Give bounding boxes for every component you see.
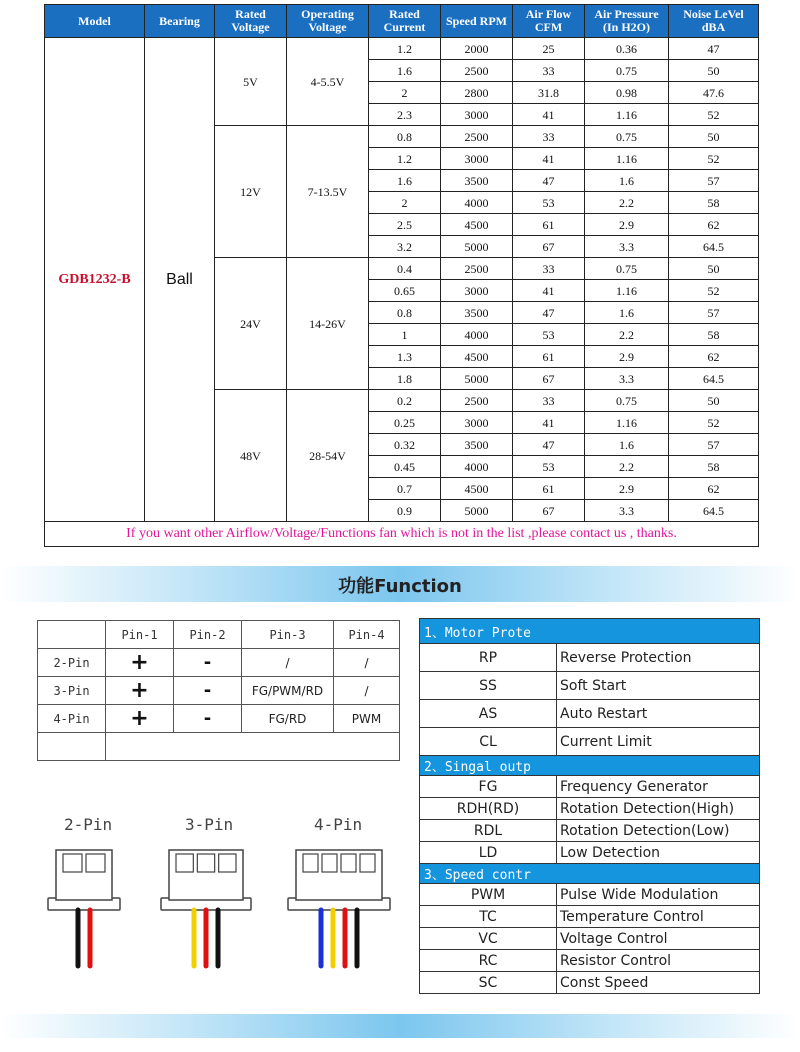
connector-2pin-label: 2-Pin: [64, 815, 113, 834]
spec-value-cell: 41: [513, 148, 585, 170]
feature-desc: Rotation Detection(High): [557, 798, 760, 820]
spec-value-cell: 67: [513, 500, 585, 522]
spec-value-cell: 41: [513, 280, 585, 302]
pin-row: [38, 677, 400, 705]
feature-row: [420, 842, 760, 864]
feature-desc: Low Detection: [557, 842, 760, 864]
feature-code: VC: [420, 928, 557, 950]
spec-header-cell: Noise LeVel dBA: [669, 5, 759, 38]
pin-cell: -: [174, 677, 242, 705]
feature-code: SC: [420, 972, 557, 994]
pin-cell: FG/PWM/RD: [242, 677, 334, 705]
spec-value-cell: 33: [513, 390, 585, 412]
feature-code: RDL: [420, 820, 557, 842]
spec-value-cell: 3500: [441, 170, 513, 192]
feature-code: FG: [420, 776, 557, 798]
rated-voltage-cell: 24V: [215, 258, 287, 390]
spec-value-cell: 61: [513, 214, 585, 236]
feature-row: [420, 906, 760, 928]
feature-desc: Auto Restart: [557, 700, 760, 728]
spec-value-cell: 47: [513, 170, 585, 192]
feature-code: RC: [420, 950, 557, 972]
spec-value-cell: 58: [669, 456, 759, 478]
feature-row: [420, 928, 760, 950]
feature-desc: Reverse Protection: [557, 644, 760, 672]
spec-value-cell: 0.98: [585, 82, 669, 104]
spec-value-cell: 50: [669, 258, 759, 280]
spec-value-cell: 1.2: [369, 38, 441, 60]
spec-value-cell: 0.75: [585, 390, 669, 412]
pin-cell: FG/RD: [242, 705, 334, 733]
spec-value-cell: 62: [669, 478, 759, 500]
spec-value-cell: 52: [669, 148, 759, 170]
spec-value-cell: 1.6: [585, 170, 669, 192]
pin-cell: 2-Pin: [38, 649, 106, 677]
note-row: [45, 522, 759, 547]
pin-cell: +: [106, 677, 174, 705]
connectors-illustration: [0, 838, 400, 978]
spec-value-cell: 0.75: [585, 126, 669, 148]
spec-value-cell: 4000: [441, 192, 513, 214]
feature-code: SS: [420, 672, 557, 700]
spec-value-cell: 57: [669, 302, 759, 324]
feature-row: [420, 700, 760, 728]
spec-value-cell: 0.8: [369, 126, 441, 148]
spec-value-cell: 50: [669, 126, 759, 148]
spec-value-cell: 2500: [441, 60, 513, 82]
pin-cell: +: [106, 705, 174, 733]
connector-slot: [63, 854, 82, 872]
spec-value-cell: 57: [669, 170, 759, 192]
spec-value-cell: 0.45: [369, 456, 441, 478]
spec-value-cell: 3.3: [585, 500, 669, 522]
spec-value-cell: 2.9: [585, 478, 669, 500]
feature-code: RDH(RD): [420, 798, 557, 820]
spec-value-cell: 3000: [441, 148, 513, 170]
feature-desc: Resistor Control: [557, 950, 760, 972]
feature-code: PWM: [420, 884, 557, 906]
spec-header-row: [45, 5, 759, 38]
spec-value-cell: 33: [513, 126, 585, 148]
feature-row: [420, 884, 760, 906]
feature-desc: Voltage Control: [557, 928, 760, 950]
operating-voltage-cell: 14-26V: [287, 258, 369, 390]
feature-desc: Soft Start: [557, 672, 760, 700]
spec-value-cell: 0.32: [369, 434, 441, 456]
spec-value-cell: 1.16: [585, 412, 669, 434]
spec-value-cell: 3000: [441, 280, 513, 302]
pin-cell: /: [334, 677, 400, 705]
operating-voltage-cell: 28-54V: [287, 390, 369, 522]
spec-value-cell: 0.9: [369, 500, 441, 522]
spec-value-cell: 47: [513, 302, 585, 324]
spec-value-cell: 2500: [441, 390, 513, 412]
connector-slot: [322, 854, 337, 872]
model-cell: GDB1232-B: [45, 38, 145, 522]
spec-value-cell: 41: [513, 412, 585, 434]
spec-value-cell: 0.65: [369, 280, 441, 302]
spec-value-cell: 2: [369, 192, 441, 214]
spec-header-cell: Rated Current: [369, 5, 441, 38]
feature-section-title: 2、Singal outp: [420, 756, 760, 776]
feature-row: [420, 776, 760, 798]
feature-desc: Pulse Wide Modulation: [557, 884, 760, 906]
spec-value-cell: 1.16: [585, 148, 669, 170]
spec-value-cell: 53: [513, 456, 585, 478]
connector-3pin-label: 3-Pin: [185, 815, 234, 834]
spec-value-cell: 41: [513, 104, 585, 126]
spec-value-cell: 2.9: [585, 214, 669, 236]
spec-value-cell: 1.6: [369, 60, 441, 82]
spec-value-cell: 3000: [441, 104, 513, 126]
feature-code: TC: [420, 906, 557, 928]
spec-value-cell: 64.5: [669, 368, 759, 390]
spec-value-cell: 4000: [441, 324, 513, 346]
spec-value-cell: 2800: [441, 82, 513, 104]
spec-value-cell: 50: [669, 390, 759, 412]
pin-cell: -: [174, 649, 242, 677]
spec-value-cell: 47: [669, 38, 759, 60]
spec-value-cell: 3500: [441, 434, 513, 456]
spec-value-cell: 1.6: [585, 302, 669, 324]
pin-header-row: [38, 621, 400, 649]
spec-value-cell: 0.75: [585, 258, 669, 280]
spec-value-cell: 4000: [441, 456, 513, 478]
spec-value-cell: 1.6: [585, 434, 669, 456]
pin-header-cell: Pin-3: [242, 621, 334, 649]
feature-section-title: 3、Speed contr: [420, 864, 760, 884]
spec-value-cell: 1.2: [369, 148, 441, 170]
spec-value-cell: 2.9: [585, 346, 669, 368]
spec-value-cell: 47.6: [669, 82, 759, 104]
spec-value-cell: 33: [513, 60, 585, 82]
spec-value-cell: 53: [513, 324, 585, 346]
spec-value-cell: 0.36: [585, 38, 669, 60]
spec-header-cell: Speed RPM: [441, 5, 513, 38]
spec-value-cell: 57: [669, 434, 759, 456]
spec-value-cell: 2.5: [369, 214, 441, 236]
spec-value-cell: 47: [513, 434, 585, 456]
feature-section-row: [420, 756, 760, 776]
spec-header-cell: Rated Voltage: [215, 5, 287, 38]
spec-value-cell: 64.5: [669, 236, 759, 258]
spec-row: [45, 38, 759, 60]
spec-value-cell: 0.8: [369, 302, 441, 324]
spec-value-cell: 2500: [441, 126, 513, 148]
pin-empty-cell: [38, 733, 106, 761]
spec-value-cell: 5000: [441, 236, 513, 258]
spec-value-cell: 3.3: [585, 368, 669, 390]
feature-desc: Current Limit: [557, 728, 760, 756]
pin-empty-cell: [106, 733, 400, 761]
spec-value-cell: 3000: [441, 412, 513, 434]
feature-row: [420, 644, 760, 672]
operating-voltage-cell: 7-13.5V: [287, 126, 369, 258]
spec-value-cell: 67: [513, 236, 585, 258]
spec-value-cell: 4500: [441, 346, 513, 368]
spec-value-cell: 61: [513, 346, 585, 368]
pin-cell: +: [106, 649, 174, 677]
feature-desc: Rotation Detection(Low): [557, 820, 760, 842]
spec-value-cell: 3.2: [369, 236, 441, 258]
connector-4pin-label: 4-Pin: [314, 815, 363, 834]
function-title: 功能Function: [338, 576, 462, 597]
spec-value-cell: 50: [669, 60, 759, 82]
connector-slot: [86, 854, 105, 872]
spec-value-cell: 2: [369, 82, 441, 104]
bottom-band: [0, 1014, 800, 1038]
pin-row: [38, 649, 400, 677]
rated-voltage-cell: 12V: [215, 126, 287, 258]
pin-table: [37, 620, 400, 761]
operating-voltage-cell: 4-5.5V: [287, 38, 369, 126]
rated-voltage-cell: 5V: [215, 38, 287, 126]
spec-value-cell: 0.7: [369, 478, 441, 500]
bearing-cell: Ball: [145, 38, 215, 522]
spec-value-cell: 25: [513, 38, 585, 60]
spec-value-cell: 0.4: [369, 258, 441, 280]
feature-section-title: 1、Motor Prote: [420, 619, 760, 644]
spec-value-cell: 2.2: [585, 324, 669, 346]
pin-empty-row: [38, 733, 400, 761]
feature-row: [420, 798, 760, 820]
spec-value-cell: 0.25: [369, 412, 441, 434]
feature-row: [420, 972, 760, 994]
feature-code: CL: [420, 728, 557, 756]
pin-cell: -: [174, 705, 242, 733]
rated-voltage-cell: 48V: [215, 390, 287, 522]
spec-value-cell: 5000: [441, 500, 513, 522]
feature-table: [419, 618, 760, 994]
spec-value-cell: 31.8: [513, 82, 585, 104]
pin-cell: 4-Pin: [38, 705, 106, 733]
connector-slot: [176, 854, 193, 872]
spec-header-cell: Model: [45, 5, 145, 38]
spec-value-cell: 62: [669, 214, 759, 236]
pin-cell: PWM: [334, 705, 400, 733]
connector-slot: [303, 854, 318, 872]
spec-value-cell: 52: [669, 412, 759, 434]
feature-code: LD: [420, 842, 557, 864]
spec-value-cell: 2.2: [585, 192, 669, 214]
spec-value-cell: 64.5: [669, 500, 759, 522]
note-text: If you want other Airflow/Voltage/Functions fan which is not in the list ,please contact us , thanks.: [45, 522, 759, 547]
spec-header-cell: Operating Voltage: [287, 5, 369, 38]
feature-row: [420, 728, 760, 756]
spec-value-cell: 2.3: [369, 104, 441, 126]
connector-slot: [341, 854, 356, 872]
pin-header-cell: Pin-4: [334, 621, 400, 649]
feature-row: [420, 950, 760, 972]
feature-desc: Const Speed: [557, 972, 760, 994]
pin-row: [38, 705, 400, 733]
spec-header-cell: Air Pressure (In H2O): [585, 5, 669, 38]
feature-desc: Frequency Generator: [557, 776, 760, 798]
spec-value-cell: 1.16: [585, 104, 669, 126]
spec-value-cell: 52: [669, 280, 759, 302]
spec-value-cell: 1.16: [585, 280, 669, 302]
connector-slot: [360, 854, 375, 872]
spec-value-cell: 1.3: [369, 346, 441, 368]
spec-value-cell: 5000: [441, 368, 513, 390]
spec-header-cell: Bearing: [145, 5, 215, 38]
feature-row: [420, 820, 760, 842]
spec-value-cell: 0.2: [369, 390, 441, 412]
feature-section-row: [420, 864, 760, 884]
connector-slot: [197, 854, 214, 872]
pin-header-cell: Pin-2: [174, 621, 242, 649]
spec-value-cell: 1.6: [369, 170, 441, 192]
pin-header-cell: Pin-1: [106, 621, 174, 649]
spec-value-cell: 53: [513, 192, 585, 214]
spec-value-cell: 3.3: [585, 236, 669, 258]
connector-slot: [219, 854, 236, 872]
spec-value-cell: 4500: [441, 214, 513, 236]
spec-value-cell: 1.8: [369, 368, 441, 390]
pin-header-cell: [38, 621, 106, 649]
spec-value-cell: 62: [669, 346, 759, 368]
spec-value-cell: 58: [669, 192, 759, 214]
feature-row: [420, 672, 760, 700]
spec-value-cell: 0.75: [585, 60, 669, 82]
feature-code: RP: [420, 644, 557, 672]
spec-value-cell: 2.2: [585, 456, 669, 478]
feature-code: AS: [420, 700, 557, 728]
spec-value-cell: 2500: [441, 258, 513, 280]
feature-desc: Temperature Control: [557, 906, 760, 928]
pin-cell: /: [334, 649, 400, 677]
pin-cell: /: [242, 649, 334, 677]
spec-value-cell: 4500: [441, 478, 513, 500]
spec-header-cell: Air Flow CFM: [513, 5, 585, 38]
spec-value-cell: 61: [513, 478, 585, 500]
spec-value-cell: 52: [669, 104, 759, 126]
spec-value-cell: 67: [513, 368, 585, 390]
pin-cell: 3-Pin: [38, 677, 106, 705]
spec-value-cell: 1: [369, 324, 441, 346]
spec-value-cell: 33: [513, 258, 585, 280]
spec-value-cell: 58: [669, 324, 759, 346]
spec-value-cell: 2000: [441, 38, 513, 60]
spec-value-cell: 3500: [441, 302, 513, 324]
feature-section-row: [420, 619, 760, 644]
spec-table: [44, 4, 759, 547]
